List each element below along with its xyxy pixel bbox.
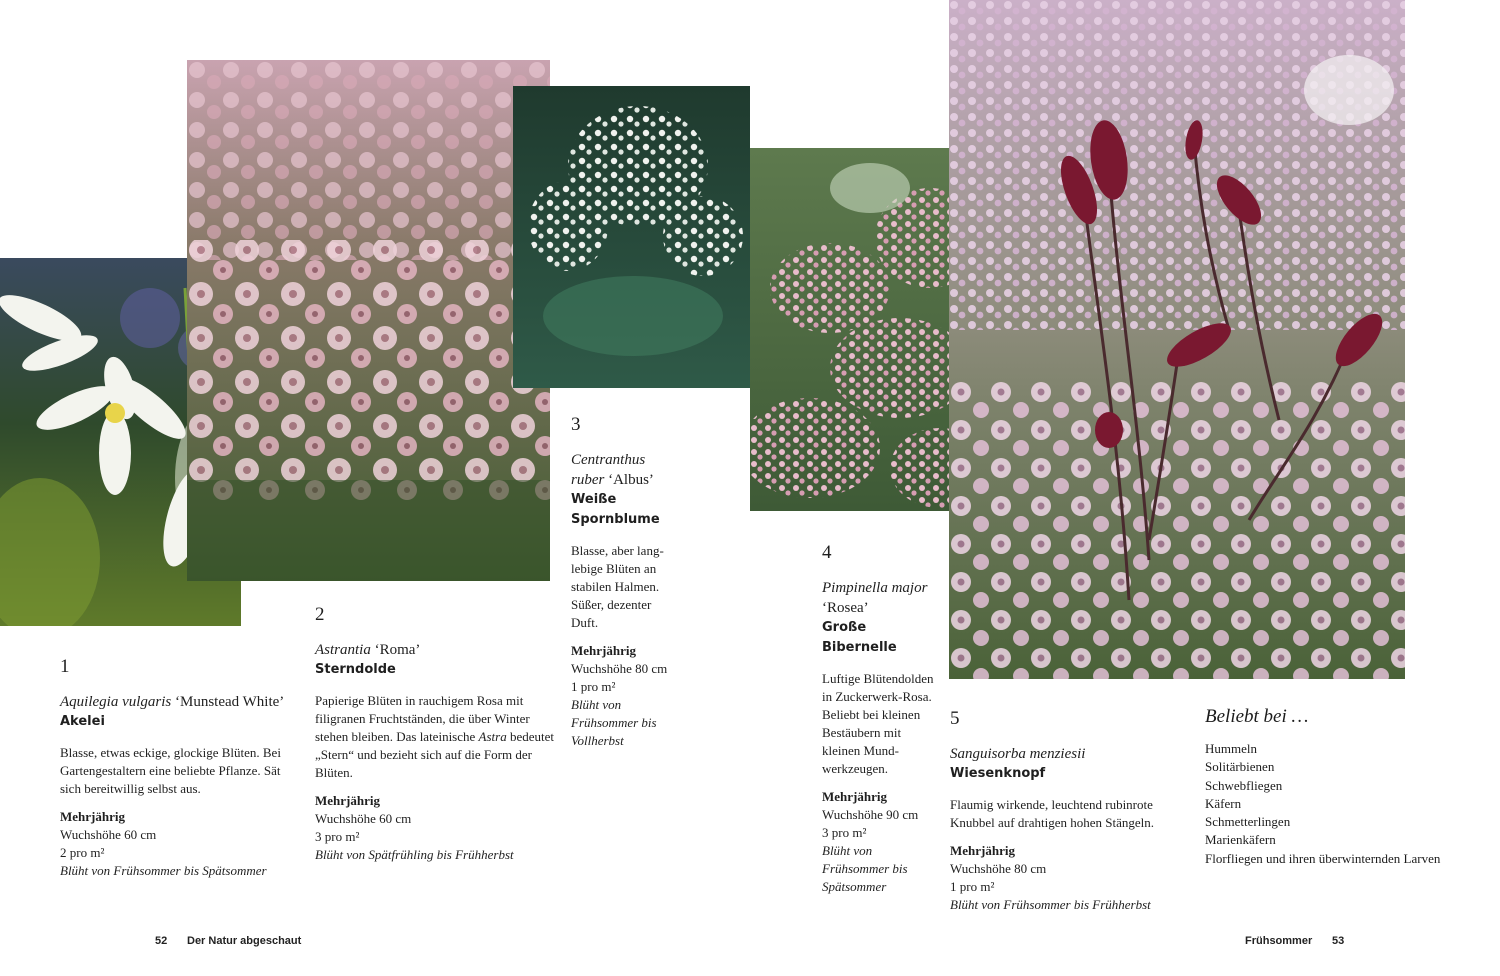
plant-density: 2 pro m² <box>60 845 105 860</box>
latin-name <box>315 640 555 660</box>
cultivar-name: ‘Munstead White’ <box>171 694 285 710</box>
astrantia-photo <box>187 60 550 581</box>
visitors-title: Beliebt bei … <box>1205 706 1309 727</box>
plant-facts <box>571 642 675 750</box>
plant-entry-1 <box>60 656 285 880</box>
plant-facts <box>950 842 1165 914</box>
cultivar-name: ‘Albus’ <box>608 472 654 488</box>
cultivar-name: ‘Rosea’ <box>822 600 869 616</box>
plant-description: Blasse, etwas eckige, glockige Blüten. Bei Gartengestaltern eine beliebte Pflanze. Sät sich bereitwillig selbst aus. <box>60 745 281 796</box>
plant-number: 4 <box>822 542 832 563</box>
sanguisorba-photo <box>949 0 1405 679</box>
plant-entry-4 <box>822 542 934 896</box>
right-page-number: 53 <box>1332 935 1345 947</box>
plant-density: 3 pro m² <box>315 829 360 844</box>
perennial-label: Mehrjährig <box>571 643 636 658</box>
perennial-label: Mehrjährig <box>315 793 380 808</box>
plant-facts <box>822 788 934 896</box>
white-valerian-photo-icon <box>513 86 750 388</box>
list-item: Solitärbienen <box>1205 759 1275 775</box>
latin-name <box>822 578 934 618</box>
plant-description: Blasse, aber lang-lebige Blüten an stabilen Halmen. Süßer, dezenter Duft. <box>571 543 664 630</box>
burnet-and-astrantia-photo-icon <box>949 0 1405 679</box>
pink-astrantia-photo-icon <box>187 60 550 581</box>
bloom-period: Blüht von Frühsommer bis Frühherbst <box>950 897 1151 912</box>
growth-height: Wuchshöhe 90 cm <box>822 807 919 822</box>
list-item: Käfern <box>1205 795 1242 811</box>
left-running-title: Der Natur abgeschaut <box>187 935 302 947</box>
latin-name-italic: Centranthus ruber <box>571 452 646 488</box>
list-item: Florfliegen und ihren überwinternden Larven <box>1205 850 1441 866</box>
growth-height: Wuchshöhe 80 cm <box>571 661 668 676</box>
latin-name <box>950 744 1165 764</box>
bloom-period: Blüht von Frühsommer bis Spätsommer <box>60 863 267 878</box>
bloom-period: Blüht von Spätfrühling bis Frühherbst <box>315 847 514 862</box>
right-running-title: Frühsommer <box>1245 935 1313 947</box>
bloom-period: Blüht von Frühsommer bis Spätsommer <box>822 843 908 894</box>
plant-description: Luftige Blütendolden in Zuckerwerk-Rosa. Beliebt bei kleinen Bestäubern mit kleinen Mund-werkzeugen. <box>822 671 934 776</box>
plant-number: 1 <box>60 656 70 677</box>
left-page-number: 52 <box>155 935 168 947</box>
perennial-label: Mehrjährig <box>822 789 887 804</box>
plant-description: Flaumig wirkende, leuchtend rubinrote Knubbel auf drahtigen hohen Stängeln. <box>950 797 1154 830</box>
visitors-list <box>1205 740 1440 868</box>
centranthus-photo <box>513 86 750 388</box>
common-name: Wiesenknopf <box>950 766 1046 781</box>
description-part: Papierige Blüten in rauchigem Rosa mit filigranen Fruchtständen, die über Winter stehen bleiben. Das lateinische <box>315 693 530 744</box>
common-name: Sterndolde <box>315 662 396 677</box>
list-item: Schmetterlingen <box>1205 814 1291 830</box>
perennial-label: Mehrjährig <box>60 809 125 824</box>
list-item: Hummeln <box>1205 741 1257 756</box>
latin-name-italic: Astrantia <box>315 642 371 658</box>
latin-name <box>571 450 675 490</box>
plant-entry-2 <box>315 604 555 864</box>
latin-name-italic: Pimpinella major <box>822 580 928 596</box>
cultivar-name: ‘Roma’ <box>370 642 421 658</box>
growth-height: Wuchshöhe 60 cm <box>60 827 157 842</box>
plant-facts <box>60 808 285 880</box>
common-name: Weiße Spornblume <box>571 492 660 527</box>
plant-density: 1 pro m² <box>950 879 995 894</box>
plant-facts <box>315 792 555 864</box>
description-part: bedeutet „Stern“ und bezieht sich auf die Form der Blüten. <box>315 729 554 780</box>
plant-entry-3 <box>571 414 675 750</box>
plant-density: 3 pro m² <box>822 825 867 840</box>
description-italic-word: Astra <box>478 729 507 744</box>
plant-number: 3 <box>571 414 581 435</box>
latin-name <box>60 692 285 712</box>
list-item: Schwebfliegen <box>1205 777 1283 793</box>
plant-entry-5 <box>950 708 1165 914</box>
growth-height: Wuchshöhe 60 cm <box>315 811 412 826</box>
common-name: Akelei <box>60 714 105 729</box>
list-item: Marienkäfern <box>1205 832 1276 848</box>
plant-density: 1 pro m² <box>571 679 616 694</box>
latin-name-italic: Aquilegia vulgaris <box>60 694 172 710</box>
plant-number: 2 <box>315 604 325 625</box>
common-name: Große Bibernelle <box>822 620 897 655</box>
growth-height: Wuchshöhe 80 cm <box>950 861 1047 876</box>
latin-name-italic: Sanguisorba menziesii <box>950 746 1086 762</box>
perennial-label: Mehrjährig <box>950 843 1015 858</box>
bloom-period: Blüht von Frühsommer bis Vollherbst <box>571 697 657 748</box>
plant-number: 5 <box>950 708 960 729</box>
plant-description <box>315 692 555 782</box>
